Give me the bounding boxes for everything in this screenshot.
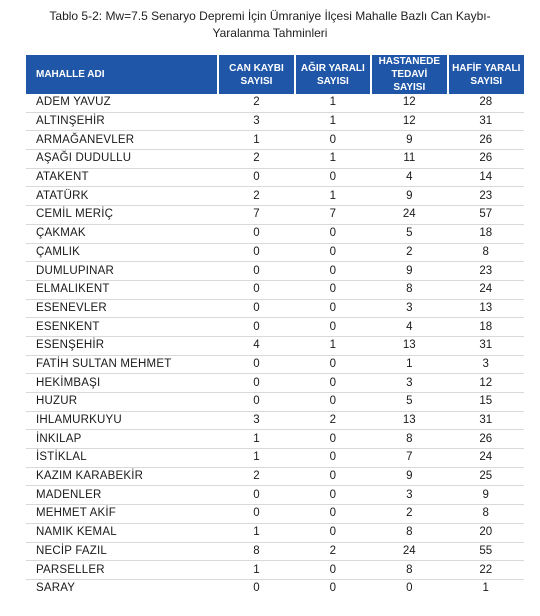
cell-can-kaybi: 0 <box>218 355 294 374</box>
cell-agir-yarali: 2 <box>295 542 371 561</box>
cell-mahalle-name: ALTINŞEHİR <box>26 112 218 131</box>
cell-hastanede-tedavi: 9 <box>371 262 447 281</box>
cell-mahalle-name: MADENLER <box>26 486 218 505</box>
cell-hastanede-tedavi: 12 <box>371 112 447 131</box>
cell-hafif-yarali: 31 <box>448 112 524 131</box>
cell-mahalle-name: PARSELLER <box>26 561 218 580</box>
cell-can-kaybi: 0 <box>218 505 294 524</box>
cell-can-kaybi: 0 <box>218 393 294 412</box>
table-header <box>26 55 524 94</box>
cell-agir-yarali: 0 <box>295 280 371 299</box>
cell-hastanede-tedavi: 8 <box>371 280 447 299</box>
cell-mahalle-name: ÇAMLIK <box>26 243 218 262</box>
cell-agir-yarali: 0 <box>295 374 371 393</box>
table-row <box>26 262 524 281</box>
cell-hastanede-tedavi: 4 <box>371 318 447 337</box>
cell-mahalle-name: ÇAKMAK <box>26 224 218 243</box>
cell-hastanede-tedavi: 12 <box>402 96 416 109</box>
table-row <box>26 224 524 243</box>
cell-can-kaybi: 0 <box>218 262 294 281</box>
cell-can-kaybi: 0 <box>218 168 294 187</box>
table-row <box>26 280 524 299</box>
cell-hafif-yarali: 3 <box>448 355 524 374</box>
cell-agir-yarali: 0 <box>295 355 371 374</box>
cell-can-kaybi: 7 <box>218 206 294 225</box>
cell-hafif-yarali: 18 <box>448 318 524 337</box>
cell-mahalle-name: SARAY <box>26 579 218 597</box>
cell-agir-yarali: 2 <box>295 411 371 430</box>
cell-agir-yarali: 0 <box>295 430 371 449</box>
cell-hastanede-tedavi: 3 <box>371 486 447 505</box>
cell-mahalle-name: MEHMET AKİF <box>26 505 218 524</box>
cell-agir-yarali: 0 <box>295 318 371 337</box>
header-agir-yarali: AĞIR YARALI SAYISI <box>295 55 371 94</box>
cell-agir-yarali: 0 <box>295 168 371 187</box>
cell-hastanede-tedavi: 5 <box>371 224 447 243</box>
table-row <box>26 430 524 449</box>
table-row <box>26 336 524 355</box>
cell-mahalle-name: NAMIK KEMAL <box>26 523 218 542</box>
table-row <box>26 449 524 468</box>
cell-agir-yarali: 0 <box>295 579 371 597</box>
table-row <box>26 467 524 486</box>
cell-hafif-yarali: 28 <box>479 96 493 109</box>
cell-hastanede-tedavi: 11 <box>371 150 447 169</box>
cell-mahalle-name: HUZUR <box>26 393 218 412</box>
cell-hastanede-tedavi: 4 <box>371 168 447 187</box>
cell-hastanede-tedavi: 13 <box>371 411 447 430</box>
table-caption <box>0 8 540 42</box>
cell-hafif-yarali: 24 <box>448 449 524 468</box>
cell-mahalle-name: HEKİMBAŞI <box>26 374 218 393</box>
cell-hafif-yarali: 55 <box>448 542 524 561</box>
cell-agir-yarali: 7 <box>295 206 371 225</box>
cell-hafif-yarali: 8 <box>448 243 524 262</box>
cell-agir-yarali: 0 <box>295 486 371 505</box>
cell-agir-yarali: 0 <box>295 262 371 281</box>
cell-hastanede-tedavi: 2 <box>371 243 447 262</box>
cell-can-kaybi: 0 <box>218 318 294 337</box>
table-row <box>26 94 524 112</box>
cell-agir-yarali: 1 <box>329 96 337 109</box>
cell-hastanede-tedavi: 2 <box>371 505 447 524</box>
cell-can-kaybi: 2 <box>218 187 294 206</box>
cell-hafif-yarali: 31 <box>448 411 524 430</box>
table-body <box>26 94 524 598</box>
table-row <box>26 374 524 393</box>
cell-mahalle-name: ATAKENT <box>26 168 218 187</box>
cell-hafif-yarali: 14 <box>448 168 524 187</box>
cell-can-kaybi: 4 <box>218 336 294 355</box>
table-row <box>26 393 524 412</box>
table-row <box>26 318 524 337</box>
cell-hastanede-tedavi: 5 <box>371 393 447 412</box>
table-row <box>26 523 524 542</box>
caption-line-2: Yaralanma Tahminleri <box>212 26 328 40</box>
cell-agir-yarali: 0 <box>295 224 371 243</box>
cell-agir-yarali: 0 <box>295 131 371 150</box>
cell-mahalle-name: ESENKENT <box>26 318 218 337</box>
cell-hafif-yarali: 23 <box>448 187 524 206</box>
table-row <box>26 355 524 374</box>
cell-hastanede-tedavi: 24 <box>371 542 447 561</box>
cell-hafif-yarali: 18 <box>448 224 524 243</box>
table-row <box>26 112 524 131</box>
cell-hafif-yarali: 57 <box>448 206 524 225</box>
cell-can-kaybi: 0 <box>218 243 294 262</box>
cell-hafif-yarali: 26 <box>448 430 524 449</box>
caption-line-1: Tablo 5-2: Mw=7.5 Senaryo Depremi İçin Ümraniye İlçesi Mahalle Bazlı Can Kaybı- <box>49 9 491 23</box>
cell-hafif-yarali: 12 <box>448 374 524 393</box>
cell-can-kaybi: 2 <box>253 96 260 109</box>
cell-agir-yarali: 0 <box>295 243 371 262</box>
cell-hastanede-tedavi: 8 <box>371 430 447 449</box>
cell-hafif-yarali: 24 <box>448 280 524 299</box>
cell-agir-yarali: 1 <box>295 336 371 355</box>
cell-agir-yarali: 0 <box>295 467 371 486</box>
table-row <box>26 505 524 524</box>
cell-mahalle-name: ESENŞEHİR <box>26 336 218 355</box>
cell-can-kaybi: 0 <box>218 280 294 299</box>
cell-hastanede-tedavi: 7 <box>371 449 447 468</box>
cell-can-kaybi: 2 <box>218 467 294 486</box>
cell-can-kaybi: 1 <box>218 449 294 468</box>
cell-agir-yarali: 0 <box>295 505 371 524</box>
cell-mahalle-name: İSTİKLAL <box>26 449 218 468</box>
cell-mahalle-name: ESENEVLER <box>26 299 218 318</box>
cell-hastanede-tedavi: 3 <box>371 299 447 318</box>
table-row <box>26 150 524 169</box>
cell-hafif-yarali: 9 <box>448 486 524 505</box>
header-hafif-yarali: HAFİF YARALI SAYISI <box>448 55 524 94</box>
cell-hafif-yarali: 22 <box>448 561 524 580</box>
cell-hastanede-tedavi: 3 <box>371 374 447 393</box>
cell-hafif-yarali: 8 <box>448 505 524 524</box>
cell-hafif-yarali: 1 <box>448 579 524 597</box>
cell-hastanede-tedavi: 8 <box>371 561 447 580</box>
cell-hastanede-tedavi: 24 <box>371 206 447 225</box>
cell-hafif-yarali: 26 <box>448 150 524 169</box>
header-row <box>26 55 524 94</box>
table-row <box>26 542 524 561</box>
cell-agir-yarali: 0 <box>295 393 371 412</box>
table-row <box>26 411 524 430</box>
cell-mahalle-name: ELMALIKENT <box>26 280 218 299</box>
cell-agir-yarali: 0 <box>295 449 371 468</box>
cell-can-kaybi: 1 <box>218 523 294 542</box>
cell-mahalle-name: ATATÜRK <box>26 187 218 206</box>
cell-mahalle-name: IHLAMURKUYU <box>26 411 218 430</box>
cell-hafif-yarali: 25 <box>448 467 524 486</box>
table-row <box>26 206 524 225</box>
cell-can-kaybi: 1 <box>218 561 294 580</box>
cell-agir-yarali: 0 <box>295 561 371 580</box>
cell-hastanede-tedavi: 8 <box>371 523 447 542</box>
cell-hastanede-tedavi: 9 <box>371 187 447 206</box>
cell-can-kaybi: 0 <box>218 486 294 505</box>
cell-mahalle-name: ADEM YAVUZ <box>36 96 111 109</box>
cell-can-kaybi: 1 <box>218 430 294 449</box>
cell-can-kaybi: 3 <box>218 411 294 430</box>
cell-can-kaybi: 0 <box>218 299 294 318</box>
cell-hastanede-tedavi: 13 <box>371 336 447 355</box>
table-row <box>26 486 524 505</box>
cell-can-kaybi: 0 <box>218 224 294 243</box>
cell-mahalle-name: AŞAĞI DUDULLU <box>26 150 218 169</box>
table-row <box>26 243 524 262</box>
table-row <box>26 131 524 150</box>
cell-agir-yarali: 0 <box>295 523 371 542</box>
cell-hafif-yarali: 20 <box>448 523 524 542</box>
casualty-table <box>26 55 524 598</box>
table-row <box>26 168 524 187</box>
cell-mahalle-name: NECİP FAZIL <box>26 542 218 561</box>
table-row <box>26 299 524 318</box>
cell-hastanede-tedavi: 0 <box>371 579 447 597</box>
cell-hastanede-tedavi: 9 <box>371 467 447 486</box>
header-hastanede-tedavi: HASTANEDE TEDAVİ SAYISI <box>371 55 447 94</box>
table-row <box>26 579 524 597</box>
cell-can-kaybi: 3 <box>218 112 294 131</box>
cell-can-kaybi: 8 <box>218 542 294 561</box>
cell-hafif-yarali: 13 <box>448 299 524 318</box>
cell-mahalle-name: DUMLUPINAR <box>26 262 218 281</box>
header-can-kaybi: CAN KAYBI SAYISI <box>218 55 294 94</box>
casualty-table-container <box>26 55 524 598</box>
cell-mahalle-name: KAZIM KARABEKİR <box>26 467 218 486</box>
cell-hastanede-tedavi: 1 <box>371 355 447 374</box>
cell-hafif-yarali: 15 <box>448 393 524 412</box>
cell-agir-yarali: 0 <box>295 299 371 318</box>
cell-agir-yarali: 1 <box>295 112 371 131</box>
cell-mahalle-name: CEMİL MERİÇ <box>26 206 218 225</box>
table-row <box>26 187 524 206</box>
cell-hafif-yarali: 23 <box>448 262 524 281</box>
cell-can-kaybi: 0 <box>218 374 294 393</box>
cell-can-kaybi: 2 <box>218 150 294 169</box>
cell-hafif-yarali: 26 <box>448 131 524 150</box>
cell-hafif-yarali: 31 <box>448 336 524 355</box>
cell-can-kaybi: 0 <box>218 579 294 597</box>
cell-can-kaybi: 1 <box>218 131 294 150</box>
cell-mahalle-name: ARMAĞANEVLER <box>26 131 218 150</box>
cell-mahalle-name: FATİH SULTAN MEHMET <box>26 355 218 374</box>
cell-hastanede-tedavi: 9 <box>371 131 447 150</box>
header-mahalle-adi: MAHALLE ADI <box>26 55 218 94</box>
cell-agir-yarali: 1 <box>295 187 371 206</box>
cell-agir-yarali: 1 <box>295 150 371 169</box>
table-row <box>26 561 524 580</box>
cell-mahalle-name: İNKILAP <box>26 430 218 449</box>
